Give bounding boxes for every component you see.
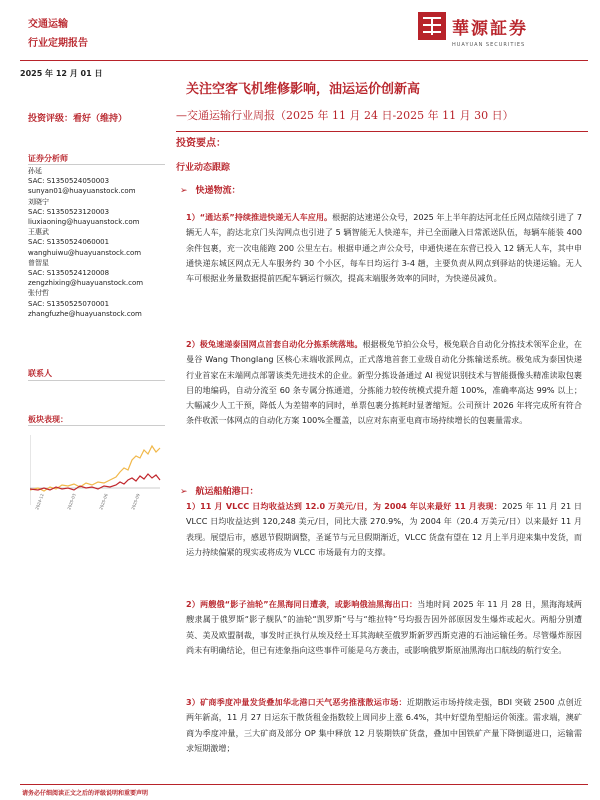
report-title: 关注空客飞机维修影响，油运运价创新高 [186, 82, 421, 97]
analysts-divider [28, 164, 165, 165]
analyst-email[interactable]: zhangfuzhe@huayuanstock.com [28, 309, 142, 318]
contact-title: 联系人 [28, 369, 52, 378]
paragraph-express-1 [186, 210, 582, 286]
logo-english: HUAYUAN SECURITIES [452, 42, 526, 48]
bullet-arrow-icon: ➢ [180, 186, 188, 196]
contact-divider [28, 380, 165, 381]
analyst-sac: SAC: S1350523120003 [28, 207, 110, 216]
analyst-name: 曾智星 [28, 258, 49, 267]
paragraph-text: 近期散运市场持续走强，BDI 突破 2500 点创近两年新高，11 月 27 日运东干散货租金指数较上周同步上涨 6.4%，其中好望角型船运价领涨。需求端，澳矿商为季度冲量，三大矿商及部分 OP 集中释放 12 月装期铁矿货盘，叠加中国铁矿产量下降倒逼进口，运输需求短期激增； [186, 697, 582, 753]
analyst-name: 王惠武 [28, 228, 49, 237]
analyst-name: 孙延 [28, 167, 42, 175]
analyst-name: 张付哲 [28, 289, 49, 298]
paragraph-shipping-1 [186, 499, 582, 560]
sector-index-line [30, 446, 160, 491]
express-heading-label: 快递物流： [195, 186, 241, 196]
key-points-title: 投资要点： [176, 138, 226, 149]
bullet-arrow-icon: ➢ [180, 487, 188, 497]
analyst-name: 刘晓宁 [28, 197, 49, 206]
x-tick-label: 2024-12 [34, 492, 45, 511]
report-type-label: 行业定期报告 [28, 38, 88, 49]
analyst-list [28, 166, 168, 319]
report-subtitle: —交通运输行业周报（2025 年 11 月 24 日-2025 年 11 月 30 日） [176, 109, 514, 122]
shipping-heading [180, 484, 259, 497]
paragraph-highlight: 2）两艘俄“影子油轮”在黑海同日遭袭，或影响俄油黑海出口： [186, 599, 418, 609]
analyst-entry [28, 197, 168, 228]
analyst-email[interactable]: zengzhixing@huayuanstock.com [28, 279, 144, 288]
paragraph-express-2 [186, 337, 582, 429]
logo-seal-icon [418, 12, 446, 40]
chart-x-labels [34, 492, 141, 510]
x-tick-label: 2025-06 [98, 492, 109, 511]
x-tick-label: 2025-03 [66, 492, 77, 511]
analyst-sac: SAC: S1350524120008 [28, 269, 110, 278]
analyst-entry [28, 166, 168, 197]
analyst-entry [28, 258, 168, 289]
paragraph-highlight: 3）矿商季度冲量发货叠加华北港口天气恶劣推涨散运市场： [186, 697, 407, 707]
express-heading [180, 183, 241, 196]
paragraph-text: 根据极兔节拍公众号，极兔联合自动化分拣技术领军企业，在曼谷 Wang Thonglang 区核心末端收派网点，正式落地首套工业级自动化分拣输送系统。极兔成为泰国快递行业首家在末端网点部署该类先进技术的企业。新型分拣设备通过 AI 视觉识别技术与智能摄像头精准读取包裹目的地编码，自动分流至 60 条专属分拣通道，分拣能力较传统模式提升超 100%，准确率高达 99% 以上；大幅减少人工干预，降低人为差错率的同时，单票包裹分拣耗时显著缩短。公司预计 2026 年将完成所有符合条件收派一体网点的自动化方案 100%全覆盖，以应对东南亚电商市场持续增长的包裹量需求。 [186, 339, 582, 426]
analyst-entry [28, 227, 168, 258]
shipping-heading-label: 航运船舶港口： [195, 487, 259, 497]
sector-performance-chart [30, 430, 165, 518]
category-label: 交通运输 [28, 19, 68, 30]
investment-rating: 投资评级：看好（维持） [28, 114, 128, 124]
paragraph-highlight: 2）极兔速递泰国网点首套自动化分拣系统落地。 [186, 339, 363, 349]
paragraph-text: 当地时间 2025 年 11 月 28 日，黑海海域两艘隶属于俄罗斯“影子舰队”的油轮“凯罗斯”号与“维拉特”号均报告因外部原因发生爆炸或起火。两船分别遭英、美及欧盟制裁，事发时正执行从埃及经土耳其海峡至俄罗斯新罗西斯克港的石油运输任务。尽管爆炸原因尚未有明确结论，但已有迹象指向这些事件可能是乌方袭击，或影响俄罗斯原油黑海出口航线的航行安全。 [186, 599, 582, 655]
analyst-sac: SAC: S1350525070001 [28, 299, 110, 308]
analyst-entry [28, 288, 168, 319]
analyst-email[interactable]: liuxiaoning@huayuanstock.com [28, 218, 140, 227]
analysts-title: 证券分析师 [28, 154, 68, 163]
paragraph-shipping-2 [186, 597, 582, 658]
analyst-sac: SAC: S1350524060001 [28, 238, 110, 247]
analyst-sac: SAC: S1350524050003 [28, 177, 110, 186]
sector-performance-divider [28, 425, 165, 426]
paragraph-text: 根据韵达速递公众号，2025 年上半年韵达河北任丘网点陆续引进了 7 辆无人车，韵达北京门头沟网点也引进了 5 辆智能无人快递车，并已全面融入日常派送队伍，每辆车能装 400 余件包裹，充一次电能跑 200 公里左右。根据申通之声公众号，申通快递在东营已投入 12 辆无人车，其中申通快递东城区网点无人车服务约 30 个小区，每车日均运行 3-4 趟，主要负责从网点到驿站的快递运输。无人车可根据业务量数据提前匹配车辆运行频次，提高末端服务效率的同时，为快递员减负。 [186, 212, 582, 284]
paragraph-highlight: 1）11 月 VLCC 日均收益达到 12.0 万美元/日，为 2004 年以来最好 11 月表现： [186, 501, 503, 511]
x-tick-label: 2025-09 [130, 492, 141, 511]
paragraph-text: 2025 年 11 月 21 日 VLCC 日均收益达到 120,248 美元/日，同比大涨 270.9%，为 2004 年（20.4 万美元/日）以来最好 11 月表现。展望后市，感恩节假期调整，圣诞节与元旦假期渐近，VLCC 货盘有望在 12 月上半月迎来集中发货，而运力持续偏紧的现实或将成为 VLCC 市场最有力的支撑。 [186, 501, 582, 557]
footer-divider [20, 784, 588, 785]
sector-performance-title: 板块表现： [28, 415, 68, 424]
header-category [28, 18, 88, 51]
section-title: 行业动态跟踪 [176, 163, 231, 173]
points-divider [176, 131, 588, 132]
header-divider [20, 60, 588, 61]
paragraph-highlight: 1）“通达系”持续推进快递无人车应用。 [186, 212, 333, 222]
company-logo [418, 12, 578, 54]
analyst-email[interactable]: wanghuiwu@huayuanstock.com [28, 248, 142, 257]
paragraph-shipping-3 [186, 695, 582, 756]
logo-text: 華源証券 [452, 19, 528, 39]
analyst-email[interactable]: sunyan01@huayuanstock.com [28, 187, 136, 196]
report-date: 2025 年 12 月 01 日 [20, 69, 103, 78]
footer-disclaimer: 请务必仔细阅读正文之后的评级说明和重要声明 [22, 790, 149, 797]
